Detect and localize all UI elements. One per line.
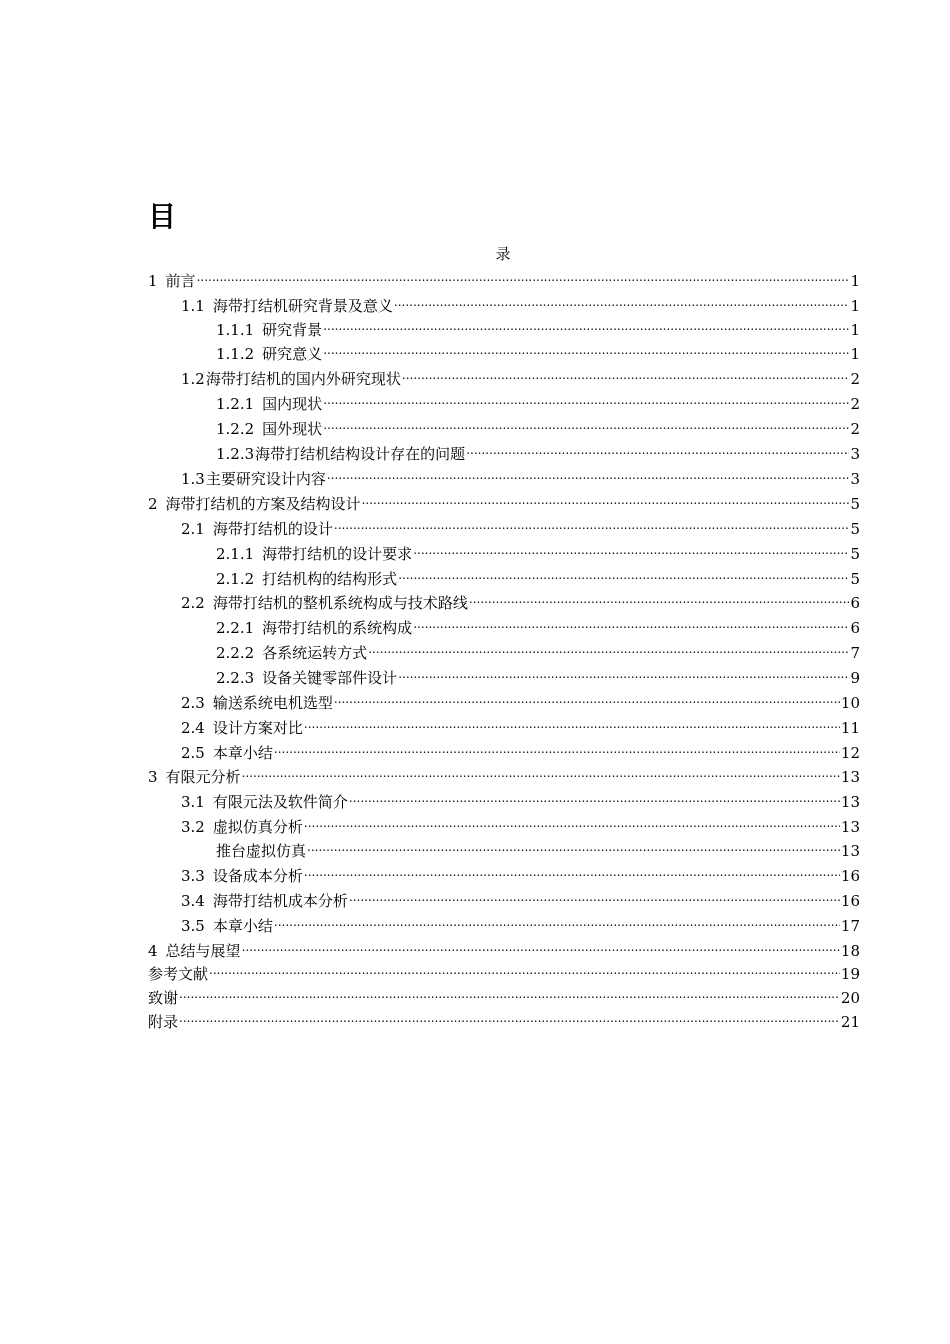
toc-entry-number: 3.3	[181, 867, 205, 885]
toc-entry[interactable]	[148, 936, 860, 959]
toc-dot-leader	[469, 588, 850, 608]
toc-entry-number: 3.2	[181, 818, 205, 836]
toc-dot-leader	[323, 315, 849, 335]
toc-entry[interactable]	[148, 861, 860, 886]
toc-entry-number: 4	[148, 942, 158, 960]
toc-entry-page-number: 5	[850, 545, 860, 563]
toc-entry-title: 研究意义	[262, 345, 323, 363]
toc-entry-page-number: 6	[850, 619, 860, 637]
toc-dot-leader	[242, 762, 840, 782]
toc-entry[interactable]	[148, 489, 860, 514]
toc-entry[interactable]	[148, 364, 860, 389]
toc-entry-page-number: 2	[850, 395, 860, 413]
table-of-contents	[148, 266, 860, 1031]
toc-entry-page-number: 11	[840, 719, 860, 737]
toc-entry-number: 1.2.1	[216, 395, 255, 413]
toc-entry[interactable]	[148, 266, 860, 291]
toc-entry-number: 2.2.1	[216, 619, 255, 637]
toc-entry-title: 打结机构的结构形式	[262, 570, 398, 588]
toc-dot-leader	[323, 339, 849, 359]
toc-entry[interactable]	[148, 886, 860, 911]
toc-dot-leader	[334, 688, 840, 708]
toc-dot-leader	[304, 812, 840, 832]
toc-dot-leader	[349, 886, 840, 906]
toc-entry-page-number: 12	[840, 744, 860, 762]
toc-dot-leader	[179, 1007, 840, 1027]
toc-entry-page-number: 17	[840, 917, 860, 935]
toc-entry-title: 推台虚拟仿真	[216, 842, 307, 860]
toc-dot-leader	[242, 936, 840, 956]
toc-entry-number: 1.2.3	[216, 445, 255, 463]
toc-entry-number: 2.1.2	[216, 570, 255, 588]
toc-entry-number: 2.2	[181, 594, 205, 612]
toc-entry[interactable]	[148, 339, 860, 364]
toc-dot-leader	[274, 911, 840, 931]
toc-entry-number: 3.1	[181, 793, 205, 811]
toc-entry-number: 1.2.2	[216, 420, 255, 438]
toc-entry-number: 3	[148, 768, 158, 786]
toc-entry[interactable]	[148, 663, 860, 688]
toc-entry-title: 国内现状	[262, 395, 323, 413]
toc-entry[interactable]	[148, 389, 860, 414]
toc-entry-number: 2.1	[181, 520, 205, 538]
toc-entry-page-number: 16	[840, 867, 860, 885]
toc-entry-title: 海带打结机研究背景及意义	[212, 297, 393, 315]
toc-entry-number: 2	[148, 495, 158, 513]
toc-entry-page-number: 3	[850, 445, 860, 463]
toc-entry[interactable]	[148, 564, 860, 588]
toc-entry-title: 参考文献	[148, 965, 209, 983]
toc-entry-title: 总结与展望	[165, 942, 241, 960]
toc-dot-leader	[323, 414, 849, 434]
toc-dot-leader	[334, 514, 850, 534]
toc-dot-leader	[362, 489, 850, 509]
toc-entry[interactable]	[148, 787, 860, 812]
toc-entry-title: 研究背景	[262, 321, 323, 339]
toc-entry[interactable]	[148, 812, 860, 836]
toc-entry-page-number: 1	[850, 345, 860, 363]
toc-dot-leader	[349, 787, 840, 807]
toc-dot-leader	[323, 389, 849, 409]
toc-entry[interactable]	[148, 1007, 860, 1031]
toc-entry-number: 2.3	[181, 694, 205, 712]
toc-entry[interactable]	[148, 613, 860, 638]
toc-entry[interactable]	[148, 315, 860, 339]
toc-dot-leader	[197, 266, 850, 286]
toc-dot-leader	[394, 291, 850, 311]
toc-entry-page-number: 18	[840, 942, 860, 960]
toc-entry-page-number: 5	[850, 495, 860, 513]
toc-entry-number: 1	[148, 272, 158, 290]
toc-dot-leader	[209, 959, 840, 979]
toc-entry[interactable]	[148, 414, 860, 439]
toc-entry-page-number: 1	[850, 297, 860, 315]
toc-dot-leader	[413, 613, 849, 633]
toc-entry-page-number: 20	[840, 989, 860, 1007]
toc-entry-number: 1.1.1	[216, 321, 255, 339]
toc-dot-leader	[398, 663, 849, 683]
toc-entry-number: 2.2.2	[216, 644, 255, 662]
toc-entry[interactable]	[148, 291, 860, 315]
toc-entry-page-number: 19	[840, 965, 860, 983]
toc-entry-title: 本章小结	[212, 744, 273, 762]
toc-entry[interactable]	[148, 539, 860, 564]
toc-entry[interactable]	[148, 738, 860, 762]
toc-entry-page-number: 7	[850, 644, 860, 662]
toc-heading-char-1: 目	[148, 200, 177, 233]
toc-entry[interactable]	[148, 983, 860, 1007]
toc-entry-page-number: 16	[840, 892, 860, 910]
toc-dot-leader	[466, 439, 849, 459]
toc-entry-number: 1.1.2	[216, 345, 255, 363]
toc-entry-page-number: 5	[850, 570, 860, 588]
toc-dot-leader	[307, 836, 840, 856]
toc-entry[interactable]	[148, 464, 860, 489]
toc-entry-title: 海带打结机的设计	[212, 520, 333, 538]
toc-entry-number: 3.5	[181, 917, 205, 935]
toc-entry-title: 设备关键零部件设计	[262, 669, 398, 687]
toc-entry-page-number: 9	[850, 669, 860, 687]
toc-entry-title: 设备成本分析	[212, 867, 303, 885]
toc-entry-page-number: 2	[850, 420, 860, 438]
toc-entry-number: 1.1	[181, 297, 205, 315]
toc-entry-title: 海带打结机的国内外研究现状	[205, 370, 401, 388]
toc-entry-page-number: 13	[840, 793, 860, 811]
toc-entry[interactable]	[148, 514, 860, 539]
toc-entry-page-number: 5	[850, 520, 860, 538]
toc-entry-number: 3.4	[181, 892, 205, 910]
toc-dot-leader	[398, 564, 849, 584]
toc-entry-title: 输送系统电机选型	[212, 694, 333, 712]
toc-entry[interactable]	[148, 588, 860, 613]
toc-entry-title: 本章小结	[212, 917, 273, 935]
toc-entry-title: 海带打结机结构设计存在的问题	[255, 445, 466, 463]
toc-entry-title: 国外现状	[262, 420, 323, 438]
toc-entry-title: 致谢	[148, 989, 179, 1007]
toc-entry[interactable]	[148, 959, 860, 983]
toc-entry-page-number: 1	[850, 272, 860, 290]
toc-entry-title: 主要研究设计内容	[205, 470, 326, 488]
toc-dot-leader	[304, 713, 840, 733]
toc-entry-page-number: 13	[840, 842, 860, 860]
toc-entry-page-number: 1	[850, 321, 860, 339]
toc-entry-number: 1.2	[181, 370, 205, 388]
toc-entry[interactable]	[148, 439, 860, 464]
toc-entry[interactable]	[148, 688, 860, 713]
toc-entry-number: 2.4	[181, 719, 205, 737]
toc-entry-page-number: 10	[840, 694, 860, 712]
toc-entry-title: 海带打结机的设计要求	[262, 545, 413, 563]
toc-entry-number: 1.3	[181, 470, 205, 488]
toc-entry-title: 虚拟仿真分析	[212, 818, 303, 836]
toc-entry-page-number: 2	[850, 370, 860, 388]
toc-dot-leader	[402, 364, 850, 384]
toc-entry[interactable]	[148, 638, 860, 663]
toc-entry-page-number: 13	[840, 768, 860, 786]
toc-entry-title: 海带打结机的系统构成	[262, 619, 413, 637]
toc-entry[interactable]	[148, 762, 860, 787]
toc-entry-title: 各系统运转方式	[262, 644, 368, 662]
toc-entry-page-number: 3	[850, 470, 860, 488]
toc-entry-page-number: 6	[850, 594, 860, 612]
toc-entry-title: 海带打结机成本分析	[212, 892, 348, 910]
toc-entry-page-number: 21	[840, 1013, 860, 1031]
toc-dot-leader	[304, 861, 840, 881]
toc-entry-title: 海带打结机的方案及结构设计	[165, 495, 361, 513]
toc-entry-title: 附录	[148, 1013, 179, 1031]
toc-dot-leader	[413, 539, 849, 559]
toc-dot-leader	[368, 638, 849, 658]
toc-entry[interactable]	[148, 836, 860, 861]
toc-entry[interactable]	[148, 911, 860, 936]
toc-entry-number: 2.5	[181, 744, 205, 762]
toc-entry-number: 2.1.1	[216, 545, 255, 563]
toc-entry-title: 有限元法及软件简介	[212, 793, 348, 811]
toc-entry[interactable]	[148, 713, 860, 738]
toc-entry-number: 2.2.3	[216, 669, 255, 687]
toc-heading-char-2: 录	[495, 245, 511, 263]
toc-dot-leader	[179, 983, 840, 1003]
toc-entry-title: 前言	[165, 272, 196, 290]
toc-entry-title: 有限元分析	[165, 768, 241, 786]
toc-entry-title: 设计方案对比	[212, 719, 303, 737]
toc-dot-leader	[327, 464, 850, 484]
toc-dot-leader	[274, 738, 840, 758]
toc-entry-title: 海带打结机的整机系统构成与技术路线	[212, 594, 468, 612]
toc-entry-page-number: 13	[840, 818, 860, 836]
